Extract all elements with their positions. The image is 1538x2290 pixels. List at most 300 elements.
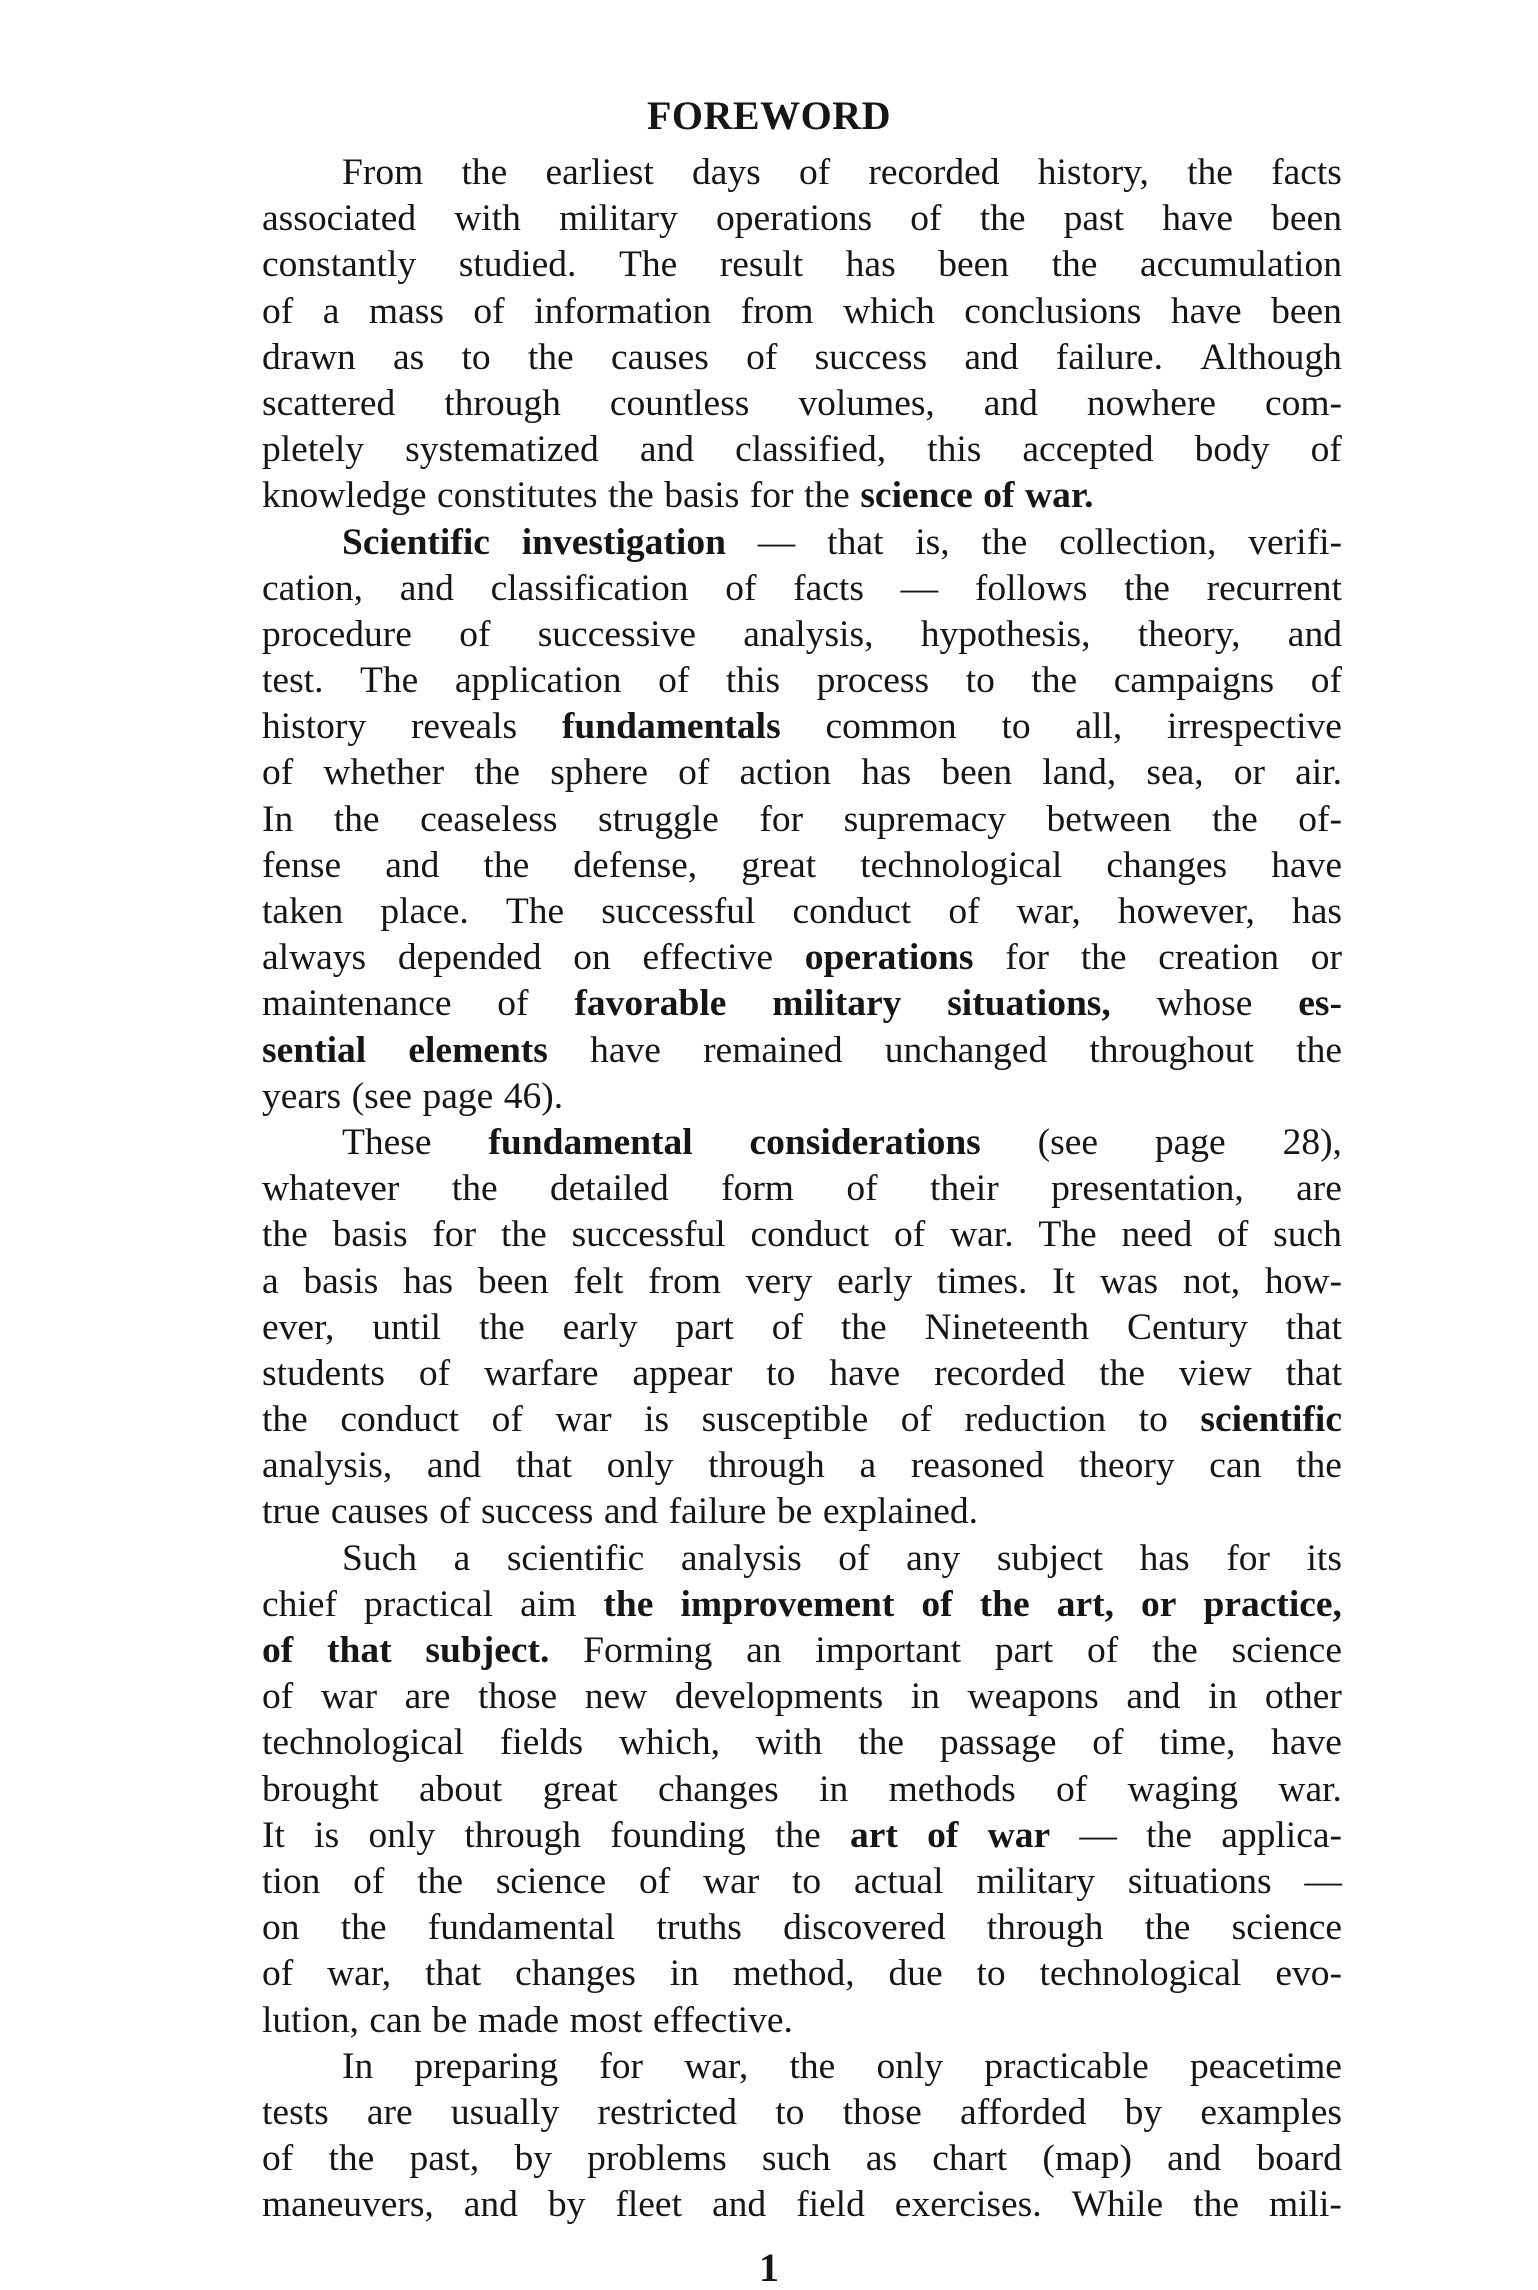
bold-word: practice, <box>1203 1583 1342 1625</box>
text-line <box>262 1905 1342 1951</box>
text-line <box>262 2136 1342 2182</box>
word: time, <box>1159 1722 1236 1764</box>
word: with <box>454 198 521 240</box>
text-line <box>262 612 1342 658</box>
bold-word: the <box>603 1583 654 1625</box>
word: with <box>755 1722 823 1764</box>
word: Although <box>1200 336 1342 378</box>
word: conclusions <box>964 290 1142 332</box>
word: important <box>815 1630 962 1671</box>
word: body <box>1194 429 1270 471</box>
word: only <box>606 1445 674 1487</box>
word: science <box>1231 1907 1342 1949</box>
word: supremacy <box>843 798 1006 840</box>
word: passage <box>939 1722 1057 1764</box>
word: 28), <box>1282 1121 1342 1163</box>
bold-word: considerations <box>749 1121 981 1163</box>
word: past <box>1063 198 1125 240</box>
word: their <box>929 1168 999 1210</box>
text-line <box>262 1259 1342 1305</box>
word: process <box>816 660 930 702</box>
word: for <box>1226 1537 1270 1579</box>
word: for <box>599 2045 644 2087</box>
word: history <box>262 706 367 748</box>
word: In <box>262 798 294 840</box>
word: of <box>1217 1214 1249 1256</box>
bold-word: war. <box>1025 475 1094 517</box>
word: are <box>1296 1168 1342 1210</box>
word: this <box>927 429 982 471</box>
word: an <box>746 1630 782 1671</box>
word: fleet <box>615 2184 682 2226</box>
word: of <box>262 2138 294 2180</box>
text-line <box>262 1443 1342 1489</box>
bold-word: of <box>983 475 1015 517</box>
word: the <box>478 1306 525 1348</box>
word: unchanged <box>884 1029 1048 1071</box>
word: verifi- <box>1248 521 1342 563</box>
word: Century <box>1127 1306 1248 1348</box>
word: basis <box>332 1214 408 1256</box>
word: aim <box>520 1583 577 1625</box>
bold-word: fundamentals <box>561 706 781 748</box>
word: other <box>1264 1676 1342 1718</box>
word: such <box>761 2138 831 2180</box>
word: from <box>740 290 814 332</box>
word: great <box>741 844 817 886</box>
word: been <box>941 752 1013 794</box>
word: method, <box>732 1953 855 1995</box>
word: successive <box>537 613 696 655</box>
word: hypothesis, <box>920 613 1091 655</box>
word: 46). <box>503 1075 564 1117</box>
word: drawn <box>262 336 356 378</box>
word: ever, <box>262 1306 335 1348</box>
word: developments <box>674 1676 884 1718</box>
word: of <box>418 1352 451 1394</box>
word: mili- <box>1268 2184 1342 2226</box>
word: by <box>514 2138 552 2180</box>
word: the <box>483 844 530 886</box>
word: information <box>534 290 712 332</box>
word: reduction <box>964 1399 1107 1441</box>
word: depended <box>397 937 542 979</box>
word: page <box>422 1075 494 1117</box>
word: through <box>708 1445 825 1487</box>
word: has <box>845 244 896 286</box>
word: application <box>454 660 622 702</box>
bold-word: art, <box>1056 1583 1114 1625</box>
word: (map) <box>1042 2138 1132 2180</box>
word: days <box>691 152 761 193</box>
word: only <box>368 1814 436 1856</box>
word: studied. <box>458 244 577 286</box>
word: basis <box>664 475 740 517</box>
word: that <box>1285 1352 1342 1394</box>
word: of <box>1056 1768 1088 1810</box>
word: need <box>1121 1214 1193 1256</box>
word: — <box>757 521 796 563</box>
text-line <box>262 1813 1342 1859</box>
word: accepted <box>1022 429 1154 471</box>
word: about <box>419 1768 503 1810</box>
word: been <box>1271 198 1342 240</box>
word: campaigns <box>1113 660 1275 702</box>
word: of <box>1310 660 1342 702</box>
word: pletely <box>262 429 365 471</box>
word: remained <box>703 1029 843 1071</box>
text-line <box>262 1351 1342 1397</box>
word: of <box>948 891 980 932</box>
word: to <box>766 1352 796 1394</box>
word: not, <box>1182 1260 1241 1302</box>
text-line <box>262 1536 1342 1582</box>
word: can <box>1209 1445 1262 1487</box>
word: result <box>719 244 804 286</box>
word: throughout <box>1089 1029 1254 1071</box>
bold-word: of <box>921 1583 953 1625</box>
word: whatever <box>262 1168 400 1210</box>
word: the <box>1296 1445 1342 1487</box>
word: field <box>796 2184 865 2226</box>
word: students <box>262 1352 385 1394</box>
word: operations <box>715 198 873 240</box>
word: causes <box>610 336 709 378</box>
word: changes <box>515 1953 636 1995</box>
bold-word: Scientific <box>342 521 490 563</box>
word: actual <box>853 1860 944 1902</box>
word: of <box>725 567 757 609</box>
text-line <box>262 704 1342 750</box>
word: has <box>403 1260 454 1302</box>
word: view <box>1178 1352 1252 1394</box>
word: analysis, <box>743 613 874 655</box>
word: to <box>976 1953 1006 1995</box>
word: place. <box>380 891 469 932</box>
word: of <box>491 1399 523 1441</box>
word: always <box>262 937 367 979</box>
word: — <box>900 567 939 609</box>
word: a <box>322 290 340 332</box>
word: accumulation <box>1139 244 1342 286</box>
word: in <box>1208 1676 1238 1718</box>
word: of <box>894 1214 926 1256</box>
word: lution, <box>262 1999 359 2041</box>
word: the <box>1187 152 1233 193</box>
word: tests <box>262 2091 329 2133</box>
word: for <box>432 1214 477 1256</box>
word: common <box>825 706 957 748</box>
word: from <box>648 1260 722 1302</box>
word: by <box>1124 2091 1163 2133</box>
word: and <box>1126 1676 1181 1718</box>
word: through <box>444 382 561 424</box>
word: changes <box>657 1768 779 1810</box>
word: technological <box>262 1722 465 1764</box>
text-line <box>262 1628 1342 1674</box>
word: that <box>1285 1306 1342 1348</box>
word: of <box>353 1860 385 1902</box>
word: to <box>792 1860 822 1902</box>
word: of <box>439 1491 471 1533</box>
word: of <box>678 752 710 794</box>
text-line <box>262 889 1342 935</box>
word: The <box>505 891 565 932</box>
word: made <box>477 1999 560 2041</box>
word: the <box>1146 1814 1192 1856</box>
word: The <box>1038 1214 1097 1256</box>
word: practicable <box>984 2045 1149 2087</box>
word: usually <box>450 2091 560 2133</box>
word: of <box>262 290 294 332</box>
word: however, <box>1117 891 1255 932</box>
word: earliest <box>545 152 654 193</box>
word: the <box>1031 660 1078 702</box>
word: to <box>965 660 995 702</box>
word: the <box>789 2045 836 2087</box>
word: and <box>399 567 454 609</box>
word: is <box>644 1399 670 1441</box>
word: the <box>340 1907 387 1949</box>
word: knowledge <box>262 475 427 517</box>
word: and <box>603 1491 659 1533</box>
word: early <box>562 1306 638 1348</box>
word: causes <box>330 1491 429 1533</box>
word: and <box>639 429 695 471</box>
word: procedure <box>262 613 412 655</box>
word: scientific <box>506 1537 645 1579</box>
word: whose <box>1156 983 1253 1025</box>
word: as <box>392 336 425 378</box>
word: recorded <box>934 1352 1066 1394</box>
word: of <box>900 1399 933 1441</box>
text-line <box>262 1582 1342 1628</box>
word: failure <box>668 1491 767 1533</box>
word: successful <box>571 1214 726 1256</box>
word: and <box>463 2184 518 2226</box>
word: of <box>771 1306 803 1348</box>
word: reveals <box>410 706 518 748</box>
word: successful <box>601 891 756 932</box>
text-line <box>262 1720 1342 1766</box>
word: those <box>478 1676 558 1718</box>
text-line <box>262 1120 1342 1166</box>
word: volumes, <box>798 382 935 424</box>
word: was <box>1099 1260 1159 1302</box>
word: practical <box>364 1583 494 1625</box>
word: conduct <box>340 1399 460 1441</box>
word: the <box>1211 798 1258 840</box>
word: problems <box>587 2138 727 2180</box>
word: felt <box>573 1260 624 1302</box>
word: of <box>497 983 529 1025</box>
word: struggle <box>598 798 719 840</box>
word: past, <box>409 2138 480 2180</box>
text-line <box>262 289 1342 335</box>
word: of <box>910 198 942 240</box>
bold-word: military <box>772 983 902 1025</box>
word: war, <box>1016 891 1081 932</box>
word: technological <box>1039 1953 1242 1995</box>
text-line <box>262 1674 1342 1720</box>
word: through <box>464 1814 582 1856</box>
word: classified, <box>735 429 887 471</box>
word: applica- <box>1221 1814 1342 1856</box>
word: The <box>360 660 419 702</box>
word: the <box>474 752 521 794</box>
word: maintenance <box>262 983 452 1025</box>
bold-word: operations <box>804 937 974 979</box>
word: success <box>814 336 928 378</box>
word: the <box>774 1814 821 1856</box>
word: analysis <box>680 1537 802 1579</box>
word: whether <box>323 752 445 794</box>
word: and <box>385 844 440 886</box>
text-line <box>262 1212 1342 1258</box>
bold-word: scientific <box>1200 1399 1342 1441</box>
word: the <box>527 336 574 378</box>
word: of- <box>1298 798 1342 840</box>
text-line <box>262 242 1342 288</box>
word: has <box>1139 1537 1190 1579</box>
word: changes <box>1106 844 1228 886</box>
bold-word: favorable <box>574 983 727 1025</box>
word: on <box>262 1907 300 1949</box>
word: for <box>759 798 804 840</box>
word: and <box>964 336 1019 378</box>
bold-word: the <box>979 1583 1030 1625</box>
word: land, <box>1042 752 1117 794</box>
text-line <box>262 750 1342 796</box>
word: true <box>262 1491 321 1533</box>
word: the <box>981 521 1028 563</box>
bold-word: elements <box>408 1029 548 1071</box>
word: In <box>342 2045 374 2087</box>
word: the <box>840 1306 887 1348</box>
word: action <box>739 752 832 794</box>
word: tion <box>262 1860 321 1902</box>
bold-word: or <box>1141 1583 1177 1625</box>
text-line <box>262 1489 1342 1535</box>
word: subject <box>996 1537 1104 1579</box>
word: While <box>1071 2184 1164 2226</box>
word: military <box>559 198 678 240</box>
word: recorded <box>868 152 1000 193</box>
word: of <box>798 152 831 193</box>
word: which, <box>618 1722 720 1764</box>
word: war <box>320 1676 378 1718</box>
word: such <box>1273 1214 1342 1256</box>
word: test. <box>262 660 324 702</box>
bold-word: es- <box>1298 983 1342 1025</box>
word: of <box>846 1168 878 1210</box>
word: chart <box>932 2138 1008 2180</box>
word: to <box>1001 706 1031 748</box>
text-line <box>262 658 1342 704</box>
word: preparing <box>414 2045 559 2087</box>
word: theory, <box>1137 613 1241 655</box>
text-line <box>262 2044 1342 2090</box>
word: the <box>500 1214 547 1256</box>
text-line <box>262 1074 1342 1120</box>
word: a <box>859 1445 877 1487</box>
word: that <box>425 1953 482 1995</box>
word: effective. <box>653 1999 793 2041</box>
word: the <box>979 198 1026 240</box>
word: peacetime <box>1189 2045 1342 2087</box>
word: facts <box>793 567 864 609</box>
word: waging <box>1127 1768 1239 1810</box>
word: It <box>1052 1260 1076 1302</box>
word: or <box>1233 752 1265 794</box>
word: have <box>590 1029 661 1071</box>
word: and <box>711 2184 767 2226</box>
word: reasoned <box>910 1445 1045 1487</box>
word: Nineteenth <box>924 1306 1090 1348</box>
bold-word: that <box>327 1630 392 1671</box>
word: war. <box>1278 1768 1342 1810</box>
word: the <box>607 475 654 517</box>
word: have <box>1271 1722 1342 1764</box>
word: recurrent <box>1206 567 1342 609</box>
word: all, <box>1075 706 1123 748</box>
word: the <box>1152 1630 1198 1671</box>
body-text <box>262 150 1342 2228</box>
text-line <box>262 1397 1342 1443</box>
word: very <box>745 1260 813 1302</box>
bold-word: sential <box>262 1029 367 1071</box>
word: been <box>938 244 1010 286</box>
word: and <box>983 382 1038 424</box>
word: is <box>314 1814 340 1856</box>
word: effective <box>642 937 773 979</box>
text-line <box>262 1166 1342 1212</box>
text-line <box>262 2090 1342 2136</box>
word: of <box>1310 429 1342 471</box>
word: of <box>1092 1722 1124 1764</box>
word: early <box>837 1260 913 1302</box>
word: chief <box>262 1583 337 1625</box>
word: the <box>262 1399 308 1441</box>
bold-word: situations, <box>947 983 1111 1025</box>
word: war, <box>327 1953 392 1995</box>
word: failure. <box>1055 336 1163 378</box>
word: war, <box>684 2045 749 2087</box>
word: classification <box>490 567 689 609</box>
word: ceaseless <box>420 798 558 840</box>
text-line <box>262 381 1342 427</box>
word: in <box>669 1953 699 1995</box>
word: facts <box>1271 152 1342 193</box>
word: be <box>776 1491 813 1533</box>
word: the <box>1124 567 1170 609</box>
word: any <box>906 1537 961 1579</box>
word: the <box>1296 1029 1342 1071</box>
text-line <box>262 1767 1342 1813</box>
word: a <box>262 1260 279 1302</box>
text-line <box>262 520 1342 566</box>
word: detailed <box>550 1168 669 1210</box>
word: exercises. <box>894 2184 1042 2226</box>
word: technological <box>860 844 1063 886</box>
word: the <box>1099 1352 1145 1394</box>
word: cation, <box>262 567 364 609</box>
word: war. <box>950 1214 1014 1256</box>
word: of <box>262 1676 294 1718</box>
word: nowhere <box>1086 382 1216 424</box>
word: been <box>1271 290 1342 332</box>
word: of <box>746 336 778 378</box>
